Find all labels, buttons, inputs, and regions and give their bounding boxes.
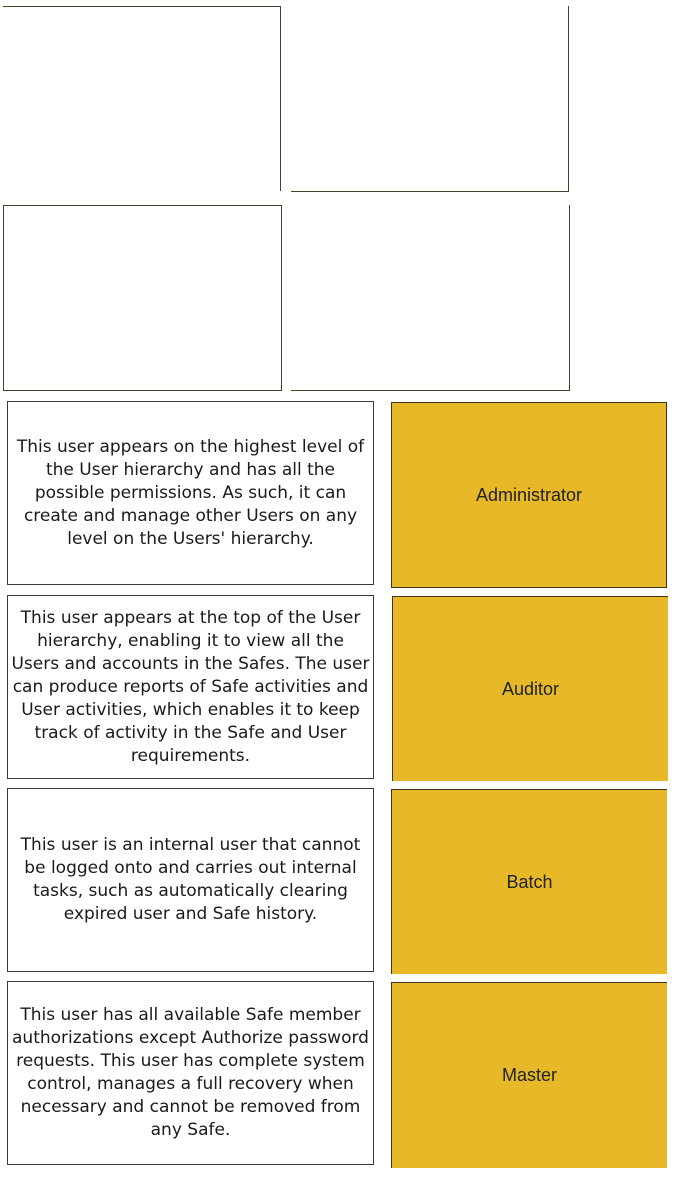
answer-drop-target-4[interactable]: [291, 205, 570, 391]
role-label: Auditor: [501, 678, 560, 699]
role-tile-auditor[interactable]: [392, 596, 668, 781]
answer-drop-target-2[interactable]: [291, 6, 569, 192]
answer-drop-target-1[interactable]: [3, 6, 281, 191]
description-box-3: [7, 788, 374, 972]
description-text: This user appears on the highest level of the User hierarchy and has all the possible permissions. As such, it can create and manage other Users on any level on the Users' hierarchy.: [16, 436, 365, 549]
role-tile-master[interactable]: [391, 982, 667, 1168]
description-text: This user has all available Safe member authorizations except Authorize password requests. This user has complete system control, manages a full recovery when necessary and cannot be removed from any Safe.: [12, 1005, 369, 1140]
description-box-2: [7, 595, 374, 779]
role-label: Master: [501, 1065, 557, 1085]
role-tile-batch[interactable]: [391, 789, 667, 974]
role-label: Batch: [506, 871, 553, 892]
description-box-4: [7, 981, 374, 1165]
description-text: This user is an internal user that cannot be logged onto and carries out internal tasks, such as automatically clearing expired user and Safe history.: [20, 835, 361, 924]
role-tile-administrator[interactable]: [391, 402, 667, 588]
description-box-1: [7, 401, 374, 585]
role-label: Administrator: [475, 484, 583, 505]
description-text: This user appears at the top of the User hierarchy, enabling it to view all the Users and accounts in the Safes. The user can produce reports of Safe activities and User activities, which enables it to keep track of activity in the Safe and User requirements.: [11, 607, 370, 766]
answer-drop-target-3[interactable]: [3, 205, 282, 391]
